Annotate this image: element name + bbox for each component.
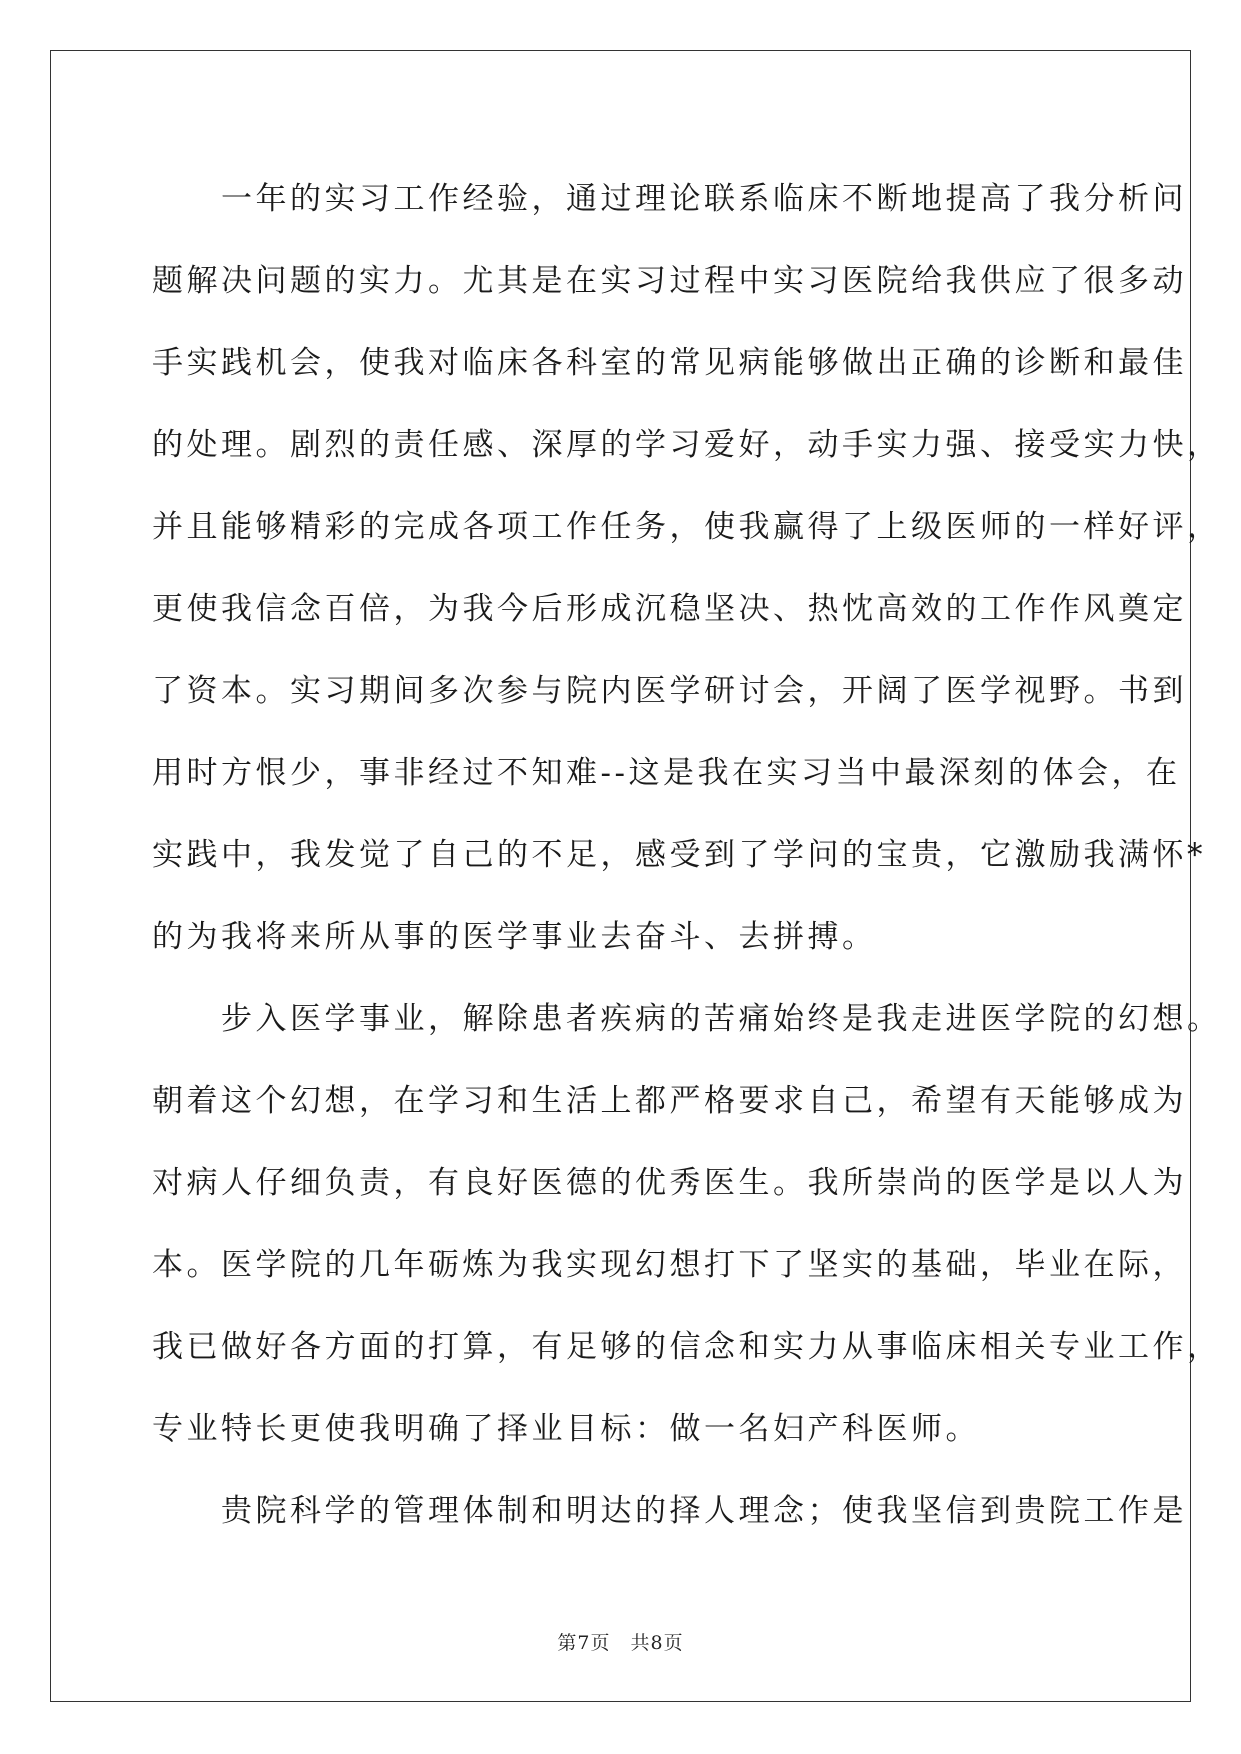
text-line: 贵院科学的管理体制和明达的择人理念；使我坚信到贵院工作是 — [152, 1493, 1187, 1529]
text-line: 专业特长更使我明确了择业目标：做一名妇产科医师。 — [152, 1411, 980, 1447]
text-line: 朝着这个幻想，在学习和生活上都严格要求自己，希望有天能够成为 — [152, 1083, 1187, 1119]
text-line: 并且能够精彩的完成各项工作任务，使我赢得了上级医师的一样好评， — [152, 509, 1222, 545]
paragraph-3 — [152, 1470, 1187, 1552]
paragraph-1 — [152, 158, 1222, 978]
text-line: 对病人仔细负责，有良好医德的优秀医生。我所崇尚的医学是以人为 — [152, 1165, 1187, 1201]
text-line: 本。医学院的几年砺炼为我实现幻想打下了坚实的基础，毕业在际， — [152, 1247, 1187, 1283]
text-line: 了资本。实习期间多次参与院内医学研讨会，开阔了医学视野。书到 — [152, 673, 1187, 709]
text-line: 一年的实习工作经验，通过理论联系临床不断地提高了我分析问 — [152, 181, 1187, 217]
text-line: 我已做好各方面的打算，有足够的信念和实力从事临床相关专业工作， — [152, 1329, 1222, 1365]
text-line: 的为我将来所从事的医学事业去奋斗、去拼搏。 — [152, 919, 877, 955]
text-line: 更使我信念百倍，为我今后形成沉稳坚决、热忱高效的工作作风奠定 — [152, 591, 1187, 627]
text-line: 的处理。剧烈的责任感、深厚的学习爱好，动手实力强、接受实力快， — [152, 427, 1222, 463]
text-line: 题解决问题的实力。尤其是在实习过程中实习医院给我供应了很多动 — [152, 263, 1187, 299]
page-number-footer: 第7页 共8页 — [557, 1632, 684, 1654]
paragraph-2 — [152, 978, 1222, 1470]
text-line: 手实践机会，使我对临床各科室的常见病能够做出正确的诊断和最佳 — [152, 345, 1187, 381]
text-line: 步入医学事业，解除患者疾病的苦痛始终是我走进医学院的幻想。 — [152, 1001, 1222, 1037]
text-line: 用时方恨少，事非经过不知难--这是我在实习当中最深刻的体会，在 — [152, 755, 1181, 791]
text-line: 实践中，我发觉了自己的不足，感受到了学问的宝贵，它激励我满怀* — [152, 837, 1206, 873]
document-body — [152, 158, 1222, 1552]
